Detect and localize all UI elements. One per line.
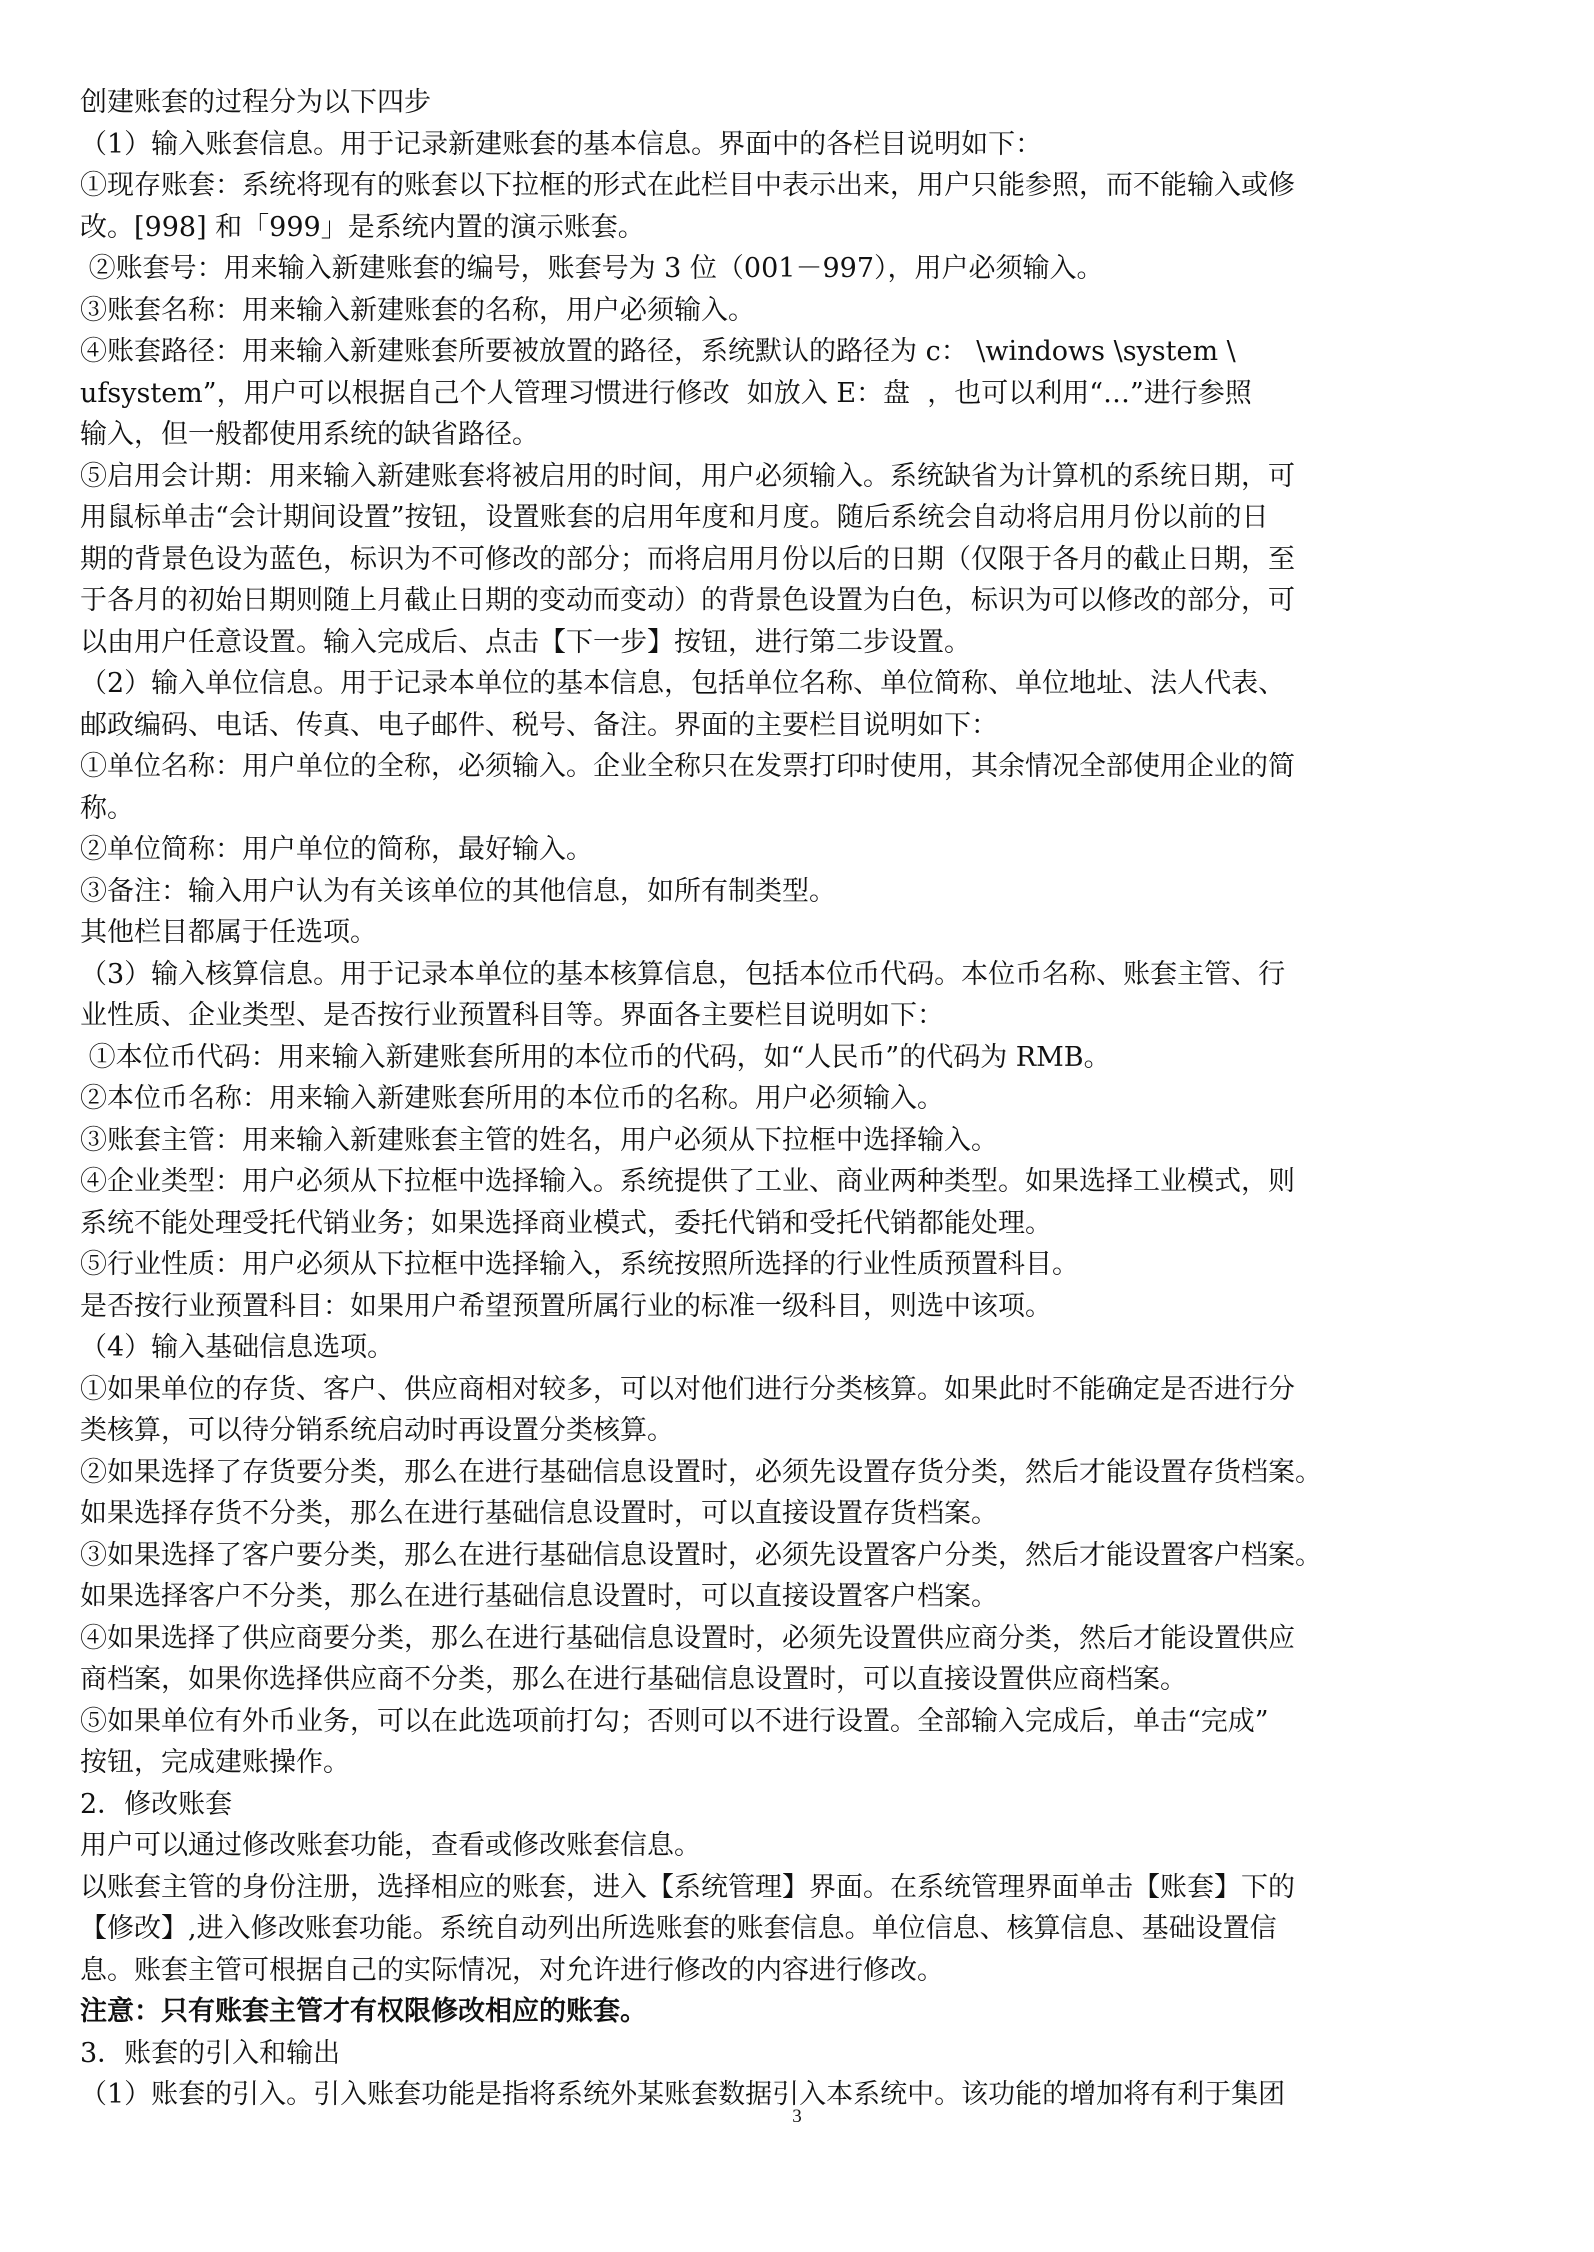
- text-line: 期的背景色设为蓝色，标识为不可修改的部分；而将启用月份以后的日期（仅限于各月的截止日期，至: [80, 543, 1295, 575]
- text-line: 改。[998] 和「999」是系统内置的演示账套。: [80, 211, 645, 243]
- text-line: ④如果选择了供应商要分类，那么在进行基础信息设置时，必须先设置供应商分类，然后才能设置供应: [80, 1622, 1295, 1654]
- text-line: 于各月的初始日期则随上月截止日期的变动而变动）的背景色设置为白色，标识为可以修改的部分，可: [80, 585, 1295, 616]
- text-line: 系统不能处理受托代销业务；如果选择商业模式，委托代销和受托代销都能处理。: [80, 1207, 1052, 1239]
- text-line: （4）输入基础信息选项。: [80, 1332, 395, 1363]
- text-line: 商档案，如果你选择供应商不分类，那么在进行基础信息设置时，可以直接设置供应商档案。: [80, 1664, 1187, 1695]
- text-line: 息。账套主管可根据自己的实际情况，对允许进行修改的内容进行修改。: [80, 1954, 944, 1986]
- text-line: ⑤行业性质：用户必须从下拉框中选择输入，系统按照所选择的行业性质预置科目。: [80, 1249, 1079, 1280]
- text-line: 业性质、企业类型、是否按行业预置科目等。界面各主要栏目说明如下：: [80, 1000, 944, 1031]
- text-line: ①如果单位的存货、客户、供应商相对较多，可以对他们进行分类核算。如果此时不能确定是否进行分: [80, 1373, 1295, 1405]
- text-line: 是否按行业预置科目：如果用户希望预置所属行业的标准一级科目，则选中该项。: [80, 1290, 1052, 1322]
- section-heading: 2．修改账套: [80, 1788, 233, 1820]
- text-line: ③备注：输入用户认为有关该单位的其他信息，如所有制类型。: [80, 875, 836, 907]
- text-line: ②本位币名称：用来输入新建账套所用的本位币的名称。用户必须输入。: [80, 1083, 944, 1114]
- text-line: ①本位币代码：用来输入新建账套所用的本位币的代码，如“人民币”的代码为 RMB。: [80, 1041, 1111, 1073]
- text-line: ⑤启用会计期：用来输入新建账套将被启用的时间，用户必须输入。系统缺省为计算机的系统日期，可: [80, 460, 1295, 492]
- page-number: 3: [792, 2106, 802, 2127]
- text-line: 输入，但一般都使用系统的缺省路径。: [80, 419, 539, 450]
- text-line: ①单位名称：用户单位的全称，必须输入。企业全称只在发票打印时使用，其余情况全部使用企业的简: [80, 751, 1295, 782]
- text-line: ④企业类型：用户必须从下拉框中选择输入。系统提供了工业、商业两种类型。如果选择工业模式，则: [80, 1166, 1295, 1197]
- text-line: ③如果选择了客户要分类，那么在进行基础信息设置时，必须先设置客户分类，然后才能设置客户档案。: [80, 1539, 1322, 1571]
- text-line: 用鼠标单击“会计期间设置”按钮，设置账套的启用年度和月度。随后系统会自动将启用月份以前的日: [80, 502, 1269, 533]
- text-line: ufsystem”，用户可以根据自己个人管理习惯进行修改 如放入 E：盘 ，也可以利用“…”进行参照: [80, 377, 1252, 409]
- section-heading: 3．账套的引入和输出: [80, 2037, 341, 2069]
- text-line: 创建账套的过程分为以下四步: [80, 87, 431, 118]
- text-line: 其他栏目都属于任选项。: [80, 917, 377, 948]
- text-line: 称。: [80, 792, 134, 824]
- text-line: 【修改】,进入修改账套功能。系统自动列出所选账套的账套信息。单位信息、核算信息、基础设置信: [80, 1913, 1277, 1944]
- text-line: （3）输入核算信息。用于记录本单位的基本核算信息，包括本位币代码。本位币名称、账套主管、行: [80, 958, 1286, 990]
- text-line: 以账套主管的身份注册，选择相应的账套，进入【系统管理】界面。在系统管理界面单击【账套】下的: [80, 1871, 1295, 1903]
- text-line: ②单位简称：用户单位的简称，最好输入。: [80, 834, 593, 865]
- text-line: ④账套路径：用来输入新建账套所要被放置的路径，系统默认的路径为 c： \windows \system \: [80, 336, 1236, 367]
- text-line: 邮政编码、电话、传真、电子邮件、税号、备注。界面的主要栏目说明如下：: [80, 709, 998, 741]
- text-line: ①现存账套：系统将现有的账套以下拉框的形式在此栏目中表示出来，用户只能参照，而不能输入或修: [80, 170, 1295, 201]
- text-line: 按钮，完成建账操作。: [80, 1747, 350, 1778]
- text-line: ⑤如果单位有外币业务，可以在此选项前打勾；否则可以不进行设置。全部输入完成后，单击“完成”: [80, 1705, 1269, 1737]
- text-line: （1）账套的引入。引入账套功能是指将系统外某账套数据引入本系统中。该功能的增加将有利于集团: [80, 2079, 1286, 2110]
- note-line: 注意：只有账套主管才有权限修改相应的账套。: [80, 1996, 647, 2027]
- document-body: [80, 82, 1516, 2116]
- text-line: （1）输入账套信息。用于记录新建账套的基本信息。界面中的各栏目说明如下：: [80, 128, 1043, 160]
- text-line: （2）输入单位信息。用于记录本单位的基本信息，包括单位名称、单位简称、单位地址、法人代表、: [80, 668, 1286, 699]
- text-line: ②如果选择了存货要分类，那么在进行基础信息设置时，必须先设置存货分类，然后才能设置存货档案。: [80, 1456, 1322, 1488]
- text-line: 以由用户任意设置。输入完成后、点击【下一步】按钮，进行第二步设置。: [80, 626, 971, 658]
- text-line: ②账套号：用来输入新建账套的编号，账套号为 3 位（001－997），用户必须输入。: [80, 253, 1104, 284]
- text-line: 用户可以通过修改账套功能，查看或修改账套信息。: [80, 1830, 701, 1861]
- text-line: ③账套主管：用来输入新建账套主管的姓名，用户必须从下拉框中选择输入。: [80, 1124, 998, 1156]
- text-line: 如果选择存货不分类，那么在进行基础信息设置时，可以直接设置存货档案。: [80, 1498, 998, 1529]
- text-line: 类核算，可以待分销系统启动时再设置分类核算。: [80, 1415, 674, 1446]
- text-line: ③账套名称：用来输入新建账套的名称，用户必须输入。: [80, 294, 755, 326]
- text-line: 如果选择客户不分类，那么在进行基础信息设置时，可以直接设置客户档案。: [80, 1581, 998, 1612]
